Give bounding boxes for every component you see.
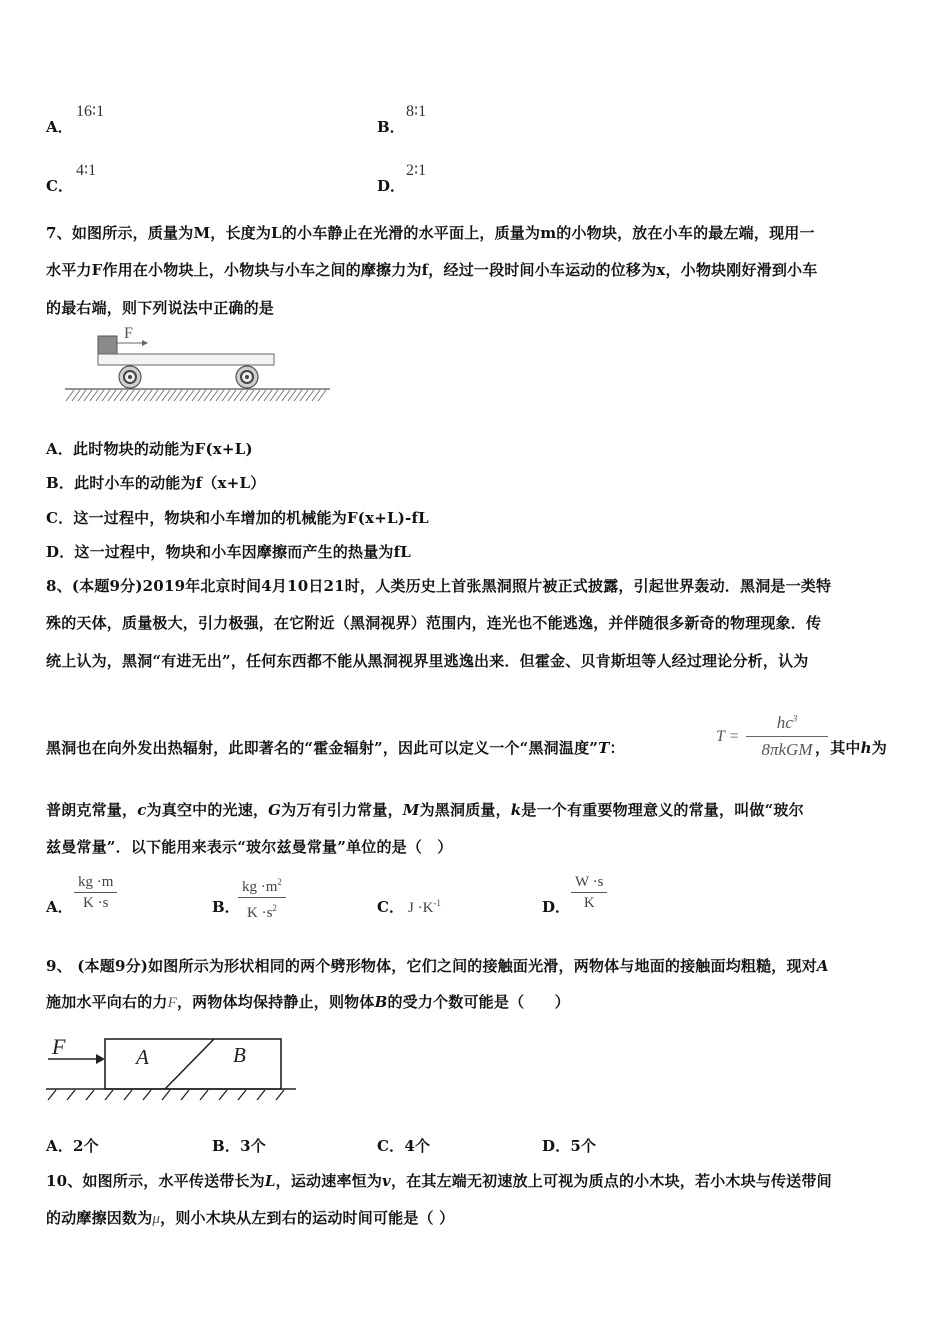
variable-h: h bbox=[860, 739, 872, 757]
q8-stem-line-5 bbox=[46, 799, 804, 820]
force-label: F bbox=[124, 325, 133, 342]
q6-option-a bbox=[46, 116, 73, 137]
variable-g: G bbox=[268, 801, 282, 819]
formula-lhs: T = bbox=[716, 728, 740, 745]
text-segment: 为真空中的光速， bbox=[146, 801, 269, 819]
wedge-blocks-outline bbox=[105, 1039, 281, 1089]
q8-stem-line-1: 8、(本题9分)2019年北京时间4月10日21时，人类历史上首张黑洞照片被正式披露，引起世界轰动．黑洞是一类特 bbox=[46, 577, 832, 595]
text-segment: 的动摩擦因数为 bbox=[46, 1209, 153, 1227]
option-label: A． bbox=[46, 118, 73, 136]
q9-stem-line-1 bbox=[46, 955, 829, 976]
fraction-numerator: kg ·m bbox=[74, 872, 117, 893]
formula-num-text: hc bbox=[776, 713, 793, 732]
q6-option-d-value: 2∶1 bbox=[406, 162, 427, 179]
wheel-left bbox=[119, 366, 141, 388]
text-segment: 10、如图所示，水平传送带长为 bbox=[46, 1172, 265, 1190]
q8-option-a-label: A． bbox=[46, 898, 73, 916]
cart-board bbox=[98, 354, 274, 365]
force-arrowhead bbox=[96, 1054, 105, 1064]
q6-option-b-value: 8∶1 bbox=[406, 103, 427, 120]
force-label: F bbox=[52, 1034, 66, 1059]
text-segment: 黑洞也在向外发出热辐射，此即著名的“霍金辐射”，因此可以定义一个“黑洞温度” bbox=[46, 739, 599, 757]
q8-option-a-fraction bbox=[74, 872, 117, 913]
q9-option-c: C．4个 bbox=[377, 1137, 431, 1155]
q7-option-a: A．此时物块的动能为F(x+L) bbox=[46, 440, 253, 458]
variable-b: B bbox=[374, 993, 388, 1011]
variable-f: F bbox=[167, 995, 177, 1011]
q6-option-b bbox=[377, 116, 405, 137]
variable-m: M bbox=[402, 801, 420, 819]
q9-option-b: B．3个 bbox=[212, 1137, 266, 1155]
q6-option-d bbox=[377, 175, 405, 196]
q7-cart-figure bbox=[60, 322, 335, 408]
fraction-denominator bbox=[238, 898, 286, 923]
q7-stem-line-2: 水平力F作用在小物块上，小物块与小车之间的摩擦力为f，经过一段时间小车运动的位移为x，小物块刚好滑到小车 bbox=[46, 261, 818, 279]
text-segment: ，在其左端无初速放上可视为质点的小木块，若小木块与传送带间 bbox=[390, 1172, 832, 1190]
q8-option-c-label: C． bbox=[377, 898, 404, 916]
option-label: B． bbox=[377, 118, 405, 136]
fraction-numerator bbox=[238, 872, 286, 898]
q8-stem-line-3: 统上认为，黑洞“有进无出”，任何东西都不能从黑洞视界里逃逸出来．但霍金、贝肯斯坦等人经过理论分析，认为 bbox=[46, 652, 809, 670]
text-segment: 施加水平向右的力 bbox=[46, 993, 168, 1011]
q7-option-d: D．这一过程中，物块和小车因摩擦而产生的热量为fL bbox=[46, 543, 412, 561]
q9-option-a: A．2个 bbox=[46, 1137, 99, 1155]
q9-stem-line-2 bbox=[46, 991, 570, 1012]
variable-v: v bbox=[382, 1172, 391, 1190]
variable-mu: μ bbox=[152, 1211, 161, 1227]
numerator-sup: 2 bbox=[277, 877, 282, 887]
variable-l: L bbox=[264, 1172, 276, 1190]
text-segment: ，运动速率恒为 bbox=[275, 1172, 383, 1190]
q8-option-b-label: B． bbox=[212, 898, 240, 916]
q8-option-d-label: D． bbox=[542, 898, 571, 916]
formula-numerator bbox=[746, 713, 828, 733]
text-segment: 9、 (本题9分)如图所示为形状相同的两个劈形物体，它们之间的接触面光滑，两物体与地面的接触面均粗糙，现对 bbox=[46, 957, 817, 975]
text-segment: ，其中 bbox=[815, 739, 861, 757]
wedge-contact-surface bbox=[165, 1039, 214, 1089]
q8-stem-line-6: 兹曼常量”．以下能用来表示“玻尔兹曼常量”单位的是（ ） bbox=[46, 838, 453, 856]
formula-num-sup: 3 bbox=[792, 713, 798, 724]
q10-stem-line-2 bbox=[46, 1207, 454, 1228]
q8-option-d-fraction bbox=[571, 872, 607, 913]
q9-wedge-figure bbox=[44, 1026, 302, 1106]
block-b-label: B bbox=[233, 1043, 246, 1067]
q10-stem-line-1 bbox=[46, 1170, 832, 1191]
q7-stem-line-1: 7、如图所示，质量为M，长度为L的小车静止在光滑的水平面上，质量为m的小物块，放在小车的最左端，现用一 bbox=[46, 224, 815, 242]
wheel-right bbox=[236, 366, 258, 388]
variable-c: c bbox=[137, 801, 147, 819]
q8-stem-line-4-end bbox=[815, 737, 887, 758]
text-segment: 普朗克常量， bbox=[46, 801, 138, 819]
fraction-denominator: K bbox=[583, 895, 595, 911]
block-a-label: A bbox=[136, 1045, 149, 1069]
ground-hatching bbox=[48, 1090, 284, 1100]
variable-t: T bbox=[598, 739, 610, 757]
q8-option-c-value bbox=[408, 898, 441, 917]
option-label: C． bbox=[46, 177, 73, 195]
q9-option-d: D．5个 bbox=[542, 1137, 597, 1155]
formula-denominator: 8πkGM bbox=[761, 740, 813, 759]
text-segment: 的受力个数可能是（ ） bbox=[387, 993, 570, 1011]
variable-k: k bbox=[510, 801, 522, 819]
text-segment: ，两物体均保持静止，则物体 bbox=[176, 993, 375, 1011]
q6-option-c bbox=[46, 175, 73, 196]
option-label: D． bbox=[377, 177, 406, 195]
text-segment: ： bbox=[609, 739, 625, 757]
force-arrowhead bbox=[142, 340, 148, 346]
ground-hatching bbox=[66, 390, 326, 401]
fraction-numerator: W ·s bbox=[571, 872, 607, 893]
q6-option-a-value: 16∶1 bbox=[76, 103, 105, 120]
text-segment: 为黑洞质量， bbox=[419, 801, 511, 819]
q8-option-b-fraction bbox=[238, 872, 286, 923]
text-segment: ，则小木块从左到右的运动时间可能是（ ） bbox=[160, 1209, 455, 1227]
fraction-denominator: K ·s bbox=[83, 895, 109, 911]
text-segment: 是一个有重要物理意义的常量，叫做“玻尔 bbox=[521, 801, 804, 819]
q7-option-b: B．此时小车的动能为f（x+L） bbox=[46, 474, 266, 492]
q6-option-c-value: 4∶1 bbox=[76, 162, 97, 179]
numerator-text: kg ·m bbox=[242, 879, 278, 895]
text-segment: 为万有引力常量， bbox=[281, 801, 403, 819]
small-block bbox=[98, 336, 117, 354]
q7-stem-line-3: 的最右端，则下列说法中正确的是 bbox=[46, 299, 275, 317]
value-text: J ·K bbox=[408, 900, 434, 916]
denominator-text: K ·s bbox=[247, 905, 273, 921]
value-sup: -1 bbox=[433, 898, 441, 908]
variable-a: A bbox=[816, 957, 829, 975]
q8-stem-line-4 bbox=[46, 737, 625, 758]
q8-stem-line-2: 殊的天体，质量极大，引力极强，在它附近（黑洞视界）范围内，连光也不能逃逸，并伴随很多新奇的物理现象．传 bbox=[46, 614, 822, 632]
q7-option-c: C．这一过程中，物块和小车增加的机械能为F(x+L)-fL bbox=[46, 509, 429, 527]
text-segment: 为 bbox=[871, 739, 887, 757]
denominator-sup: 2 bbox=[272, 903, 277, 913]
